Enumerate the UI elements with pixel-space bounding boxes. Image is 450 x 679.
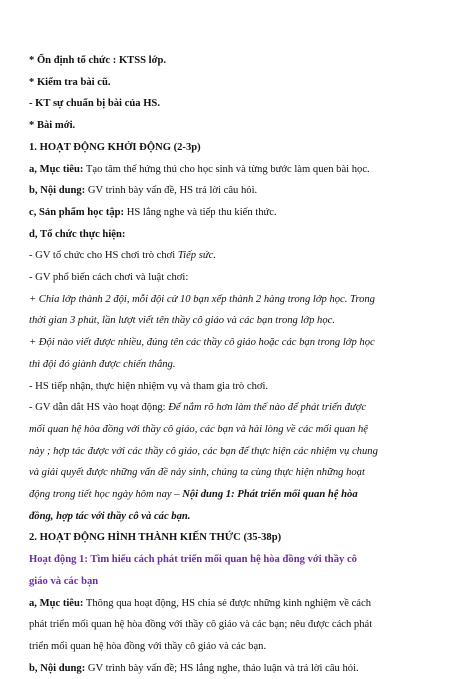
text-noi-dung-2: GV trình bày vấn đề; HS lắng nghe, thảo luận và trả lời câu hỏi. <box>85 662 359 674</box>
document-page <box>29 50 423 679</box>
heading-hoat-dong-1-cont: giáo và các bạn <box>29 575 99 587</box>
line-giai-quyet: và giải quyết được những vấn đề nảy sinh, chúng ta cùng thực hiện những hoạt <box>29 467 365 479</box>
line-to-chuc: d, Tổ chức thực hiện: <box>29 228 126 240</box>
line-hop-tac: này ; hợp tác được với các thầy cô giáo, các bạn để thực hiện các nhiệm vụ chung <box>29 445 378 457</box>
line-trien-moi: triển mối quan hệ hòa đồng với thầy cô giáo và các bạn. <box>29 640 267 652</box>
line-bai-moi: * Bài mới. <box>29 120 76 132</box>
text-noi-dung-1-title: Nội dung 1: Phát triển mối quan hệ hòa <box>182 489 358 501</box>
text-de-nam-ro: Để nắm rõ hơn làm thế nào để phát triển được <box>168 402 367 414</box>
line-doi-nao: + Đội nào viết được nhiều, đúng tên các thầy cô giáo hoặc các bạn trong lớp học <box>29 337 375 349</box>
text-gv-dan-dat: - GV dẫn dắt HS vào hoạt động: <box>29 402 169 414</box>
heading-khoi-dong: 1. HOẠT ĐỘNG KHỞI ĐỘNG (2-3p) <box>29 141 201 153</box>
line-hs-tiep-nhan: - HS tiếp nhận, thực hiện nhiệm vụ và tham gia trò chơi. <box>29 380 269 392</box>
line-kiem-tra: * Kiểm tra bài cũ. <box>29 76 111 88</box>
line-gv-dan-dat <box>29 397 423 419</box>
line-luat-choi: - GV phổ biến cách chơi và luật chơi: <box>29 272 189 284</box>
heading-hoat-dong-1: Hoạt động 1: Tìm hiểu cách phát triển mối quan hệ hòa đồng với thầy cô <box>29 554 357 566</box>
label-san-pham: c, Sản phẩm học tập: <box>29 206 125 218</box>
line-muc-tieu-2 <box>29 593 423 615</box>
line-noi-dung-2 <box>29 658 423 679</box>
line-tro-choi <box>29 245 423 267</box>
line-moi-quan-he: mối quan hệ hòa đồng với thầy cô giáo, các bạn và hài lòng về các mối quan hệ <box>29 423 368 435</box>
line-dong-hop-tac: đồng, hợp tác với thầy cô và các bạn. <box>29 510 191 522</box>
line-chien-thang: thì đội đó giành được chiến thắng. <box>29 358 176 370</box>
text-san-pham: HS lắng nghe và tiếp thu kiến thức. <box>124 206 277 218</box>
line-noi-dung-1 <box>29 180 423 202</box>
line-muc-tieu-1 <box>29 159 423 181</box>
text-dong-trong-tiet: động trong tiết học ngày hôm nay – <box>29 489 183 501</box>
line-dong-trong-tiet <box>29 484 423 506</box>
heading-hinh-thanh: 2. HOẠT ĐỘNG HÌNH THÀNH KIẾN THỨC (35-38p) <box>29 532 282 544</box>
text-tiep-suc: Tiếp sức. <box>177 250 217 262</box>
label-muc-tieu: a, Mục tiêu: <box>29 163 84 175</box>
line-san-pham <box>29 202 423 224</box>
label-noi-dung: b, Nội dung: <box>29 185 86 197</box>
line-thoi-gian: thời gian 3 phút, lần lượt viết tên thầy cô giáo và các bạn trong lớp học. <box>29 315 335 327</box>
line-kt-chuan-bi: - KT sự chuẩn bị bài của HS. <box>29 98 160 110</box>
line-on-dinh: * Ổn định tổ chức : KTSS lớp. <box>29 55 167 66</box>
text-muc-tieu: Tạo tâm thế hứng thú cho học sinh và từng bước làm quen bài học. <box>83 163 370 175</box>
line-chia-lop: + Chia lớp thành 2 đội, mỗi đội cử 10 bạn xếp thành 2 hàng trong lớp học. Trong <box>29 293 375 305</box>
text-tro-choi: - GV tổ chức cho HS chơi trò chơi <box>29 250 178 262</box>
line-phat-trien: phát triển mối quan hệ hòa đồng với thầy cô giáo và các bạn; nêu được cách phát <box>29 619 373 631</box>
text-noi-dung: GV trình bày vấn đề, HS trả lời câu hỏi. <box>85 185 258 197</box>
label-muc-tieu-2: a, Mục tiêu: <box>29 597 84 609</box>
label-noi-dung-2: b, Nội dung: <box>29 662 86 674</box>
text-muc-tieu-2: Thông qua hoạt động, HS chia sẻ được những kinh nghiệm về cách <box>83 597 371 609</box>
